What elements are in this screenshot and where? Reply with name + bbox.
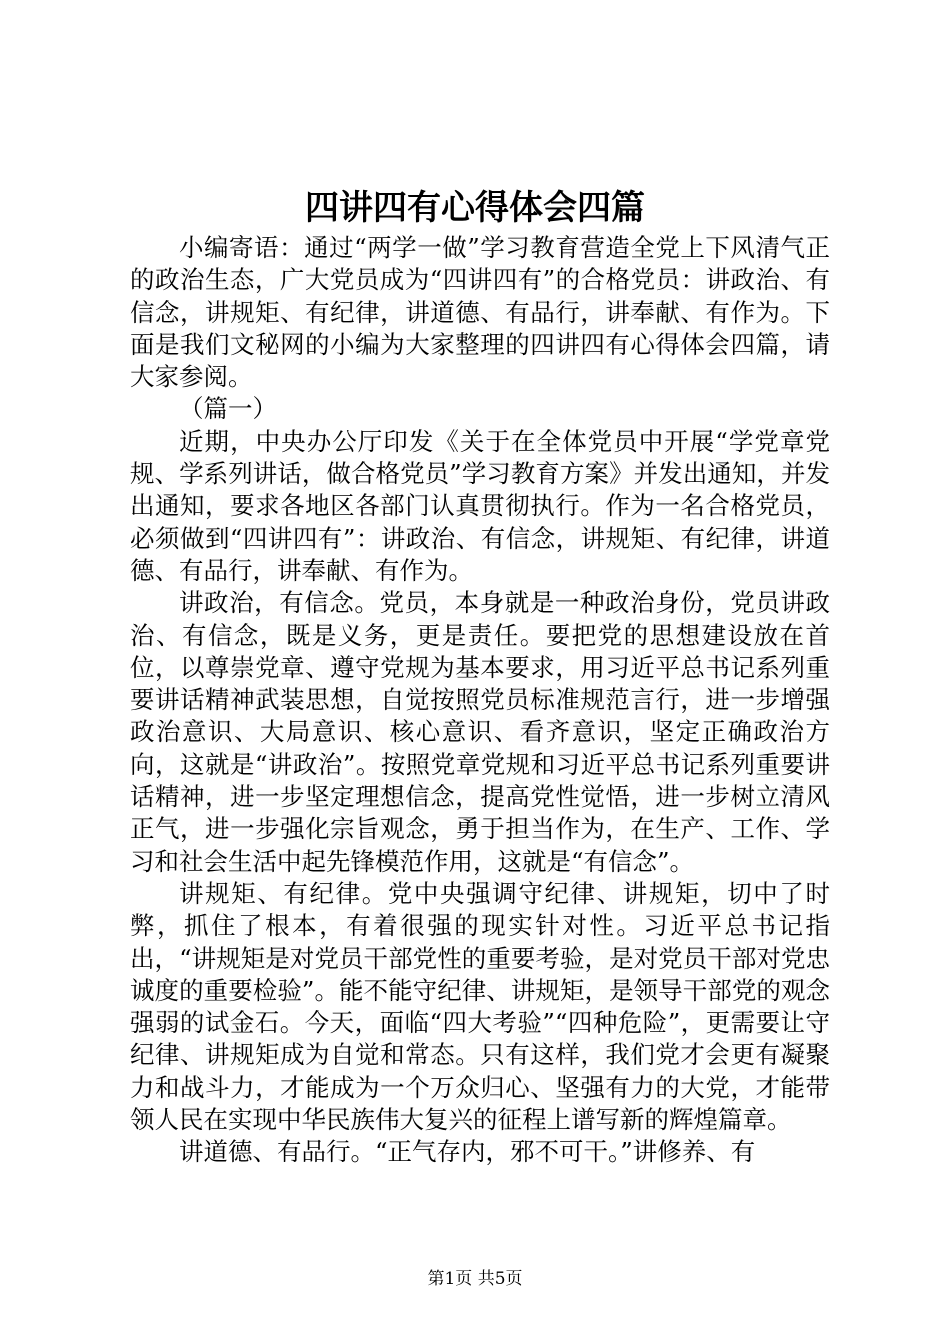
body-paragraph: 近期，中央办公厅印发《关于在全体党员中开展“学党章党规、学系列讲话，做合格党员”学习教育方案》并发出通知，并发出通知，要求各地区各部门认真贯彻执行。作为一名合格党员，必须做到“四讲四有”：讲政治、有信念，讲规矩、有纪律，讲道德、有品行，讲奉献、有作为。 xyxy=(130,426,830,585)
body-paragraph: 讲规矩、有纪律。党中央强调守纪律、讲规矩，切中了时弊，抓住了根本，有着很强的现实针对性。习近平总书记指出，“讲规矩是对党员干部党性的重要考验，是对党员干部对党忠诚度的重要检验”。能不能守纪律、讲规矩，是领导干部党的观念强弱的试金石。今天，面临“四大考验”“四种危险”，更需要让守纪律、讲规矩成为自觉和常态。只有这样，我们党才会更有凝聚力和战斗力，才能成为一个万众归心、坚强有力的大党，才能带领人民在实现中华民族伟大复兴的征程上谱写新的辉煌篇章。 xyxy=(130,878,830,1135)
document-body xyxy=(130,232,830,1169)
section-heading: （篇一） xyxy=(179,394,277,424)
body-paragraph: 讲政治，有信念。党员，本身就是一种政治身份，党员讲政治、有信念，既是义务，更是责任。要把党的思想建设放在首位，以尊崇党章、遵守党规为基本要求，用习近平总书记系列重要讲话精神武装思想，自觉按照党员标准规范言行，进一步增强政治意识、大局意识、核心意识、看齐意识，坚定正确政治方向，这就是“讲政治”。按照党章党规和习近平总书记系列重要讲话精神，进一步坚定理想信念，提高党性觉悟，进一步树立清风正气，进一步强化宗旨观念，勇于担当作为，在生产、工作、学习和社会生活中起先锋模范作用，这就是“有信念”。 xyxy=(130,588,830,876)
body-paragraph: 讲道德、有品行。“正气存内，邪不可干。”讲修养、有 xyxy=(179,1137,756,1167)
page-number: 第1页 共5页 xyxy=(427,1269,523,1289)
intro-paragraph: 小编寄语：通过“两学一做”学习教育营造全党上下风清气正的政治生态，广大党员成为“四讲四有”的合格党员：讲政治、有信念，讲规矩、有纪律，讲道德、有品行，讲奉献、有作为。下面是我们文秘网的小编为大家整理的四讲四有心得体会四篇，请大家参阅。 xyxy=(130,233,830,392)
document-title: 四讲四有心得体会四篇 xyxy=(305,188,645,228)
page-footer xyxy=(0,1267,950,1291)
